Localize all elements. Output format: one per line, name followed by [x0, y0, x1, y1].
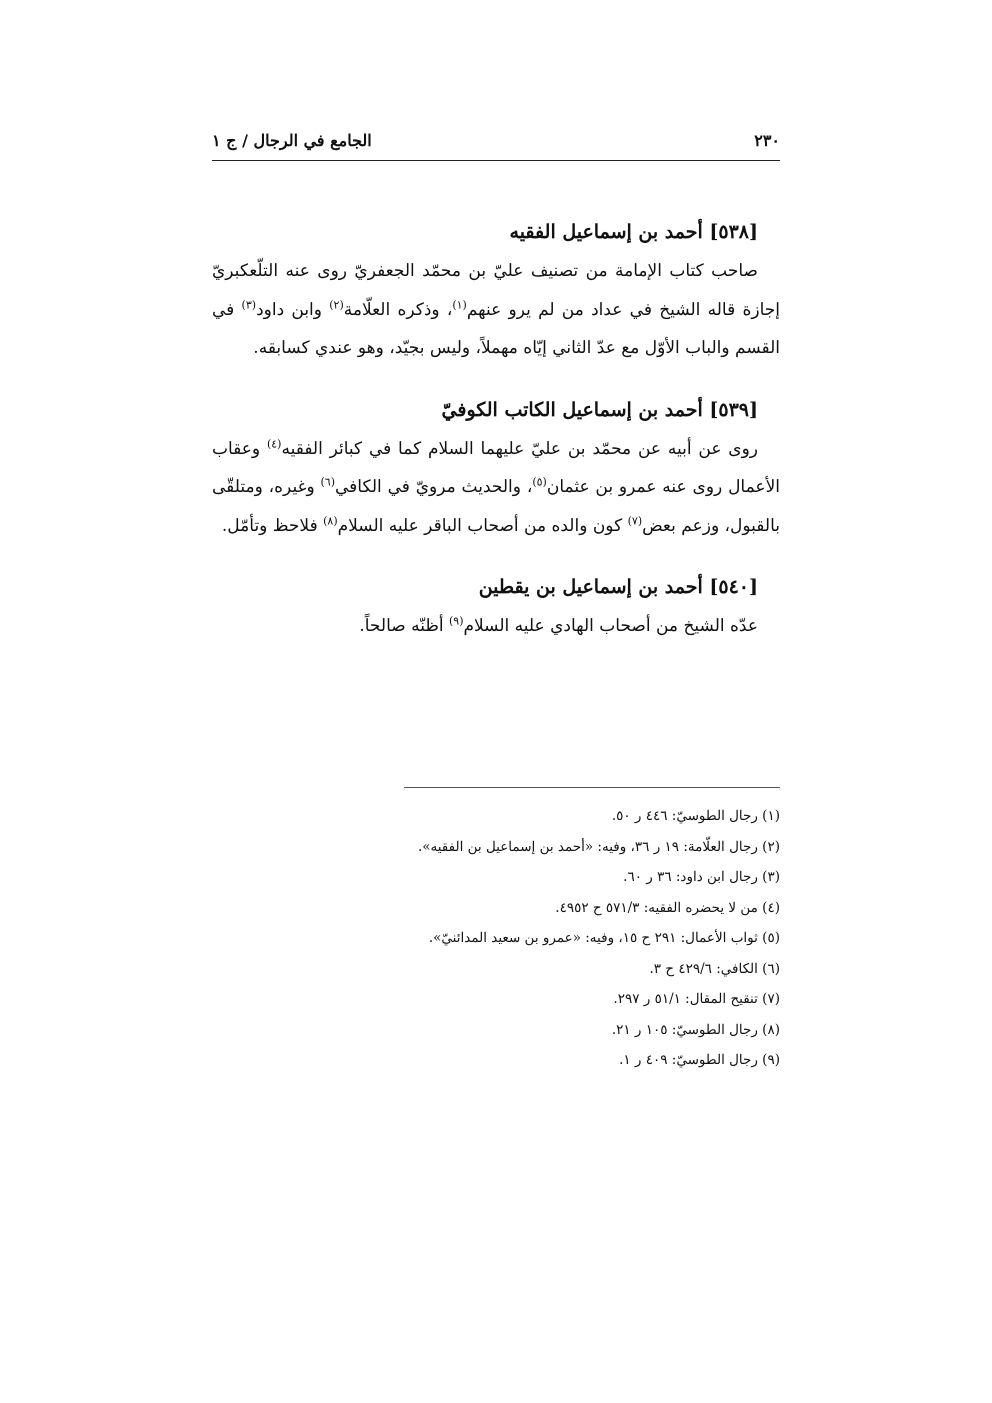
- entry-body: [212, 607, 780, 646]
- body-text: عدّه الشيخ من أصحاب الهادي عليه السلام: [463, 616, 758, 636]
- entry-body: [212, 252, 780, 368]
- footnote-9: (٩) رجال الطوسيّ: ٤٠٩ ر ١.: [619, 1052, 780, 1068]
- header-divider: [212, 160, 780, 161]
- body-text: ، وذكره العلّامة: [343, 299, 453, 320]
- footnote-ref[interactable]: (٤): [266, 436, 282, 450]
- footnotes-list: [212, 801, 780, 1076]
- footnote-6: (٦) الكافي: ٤٢٩/٦ ح ٣.: [649, 960, 780, 977]
- entry-539: [212, 392, 780, 546]
- footnote-4: (٤) من لا يحضره الفقيه: ٥٧١/٣ ح ٤٩٥٢.: [555, 899, 780, 916]
- entry-title: [212, 214, 780, 250]
- book-title: الجامع في الرجال / ج ١: [212, 130, 372, 150]
- footnote-5: (٥) ثواب الأعمال: ٢٩١ ح ١٥، وفيه: «عمرو بن سعيد المدائنيّ».: [428, 930, 780, 946]
- entry-number: [٥٣٨]: [709, 221, 758, 243]
- book-page: [212, 0, 780, 1403]
- footnote-8: (٨) رجال الطوسيّ: ١٠٥ ر ٢١.: [611, 1021, 780, 1038]
- body-text: فلاحظ وتأمّل.: [221, 515, 324, 536]
- footnote-ref[interactable]: (٣): [241, 297, 257, 311]
- body-text: أظنّه صالحاً.: [359, 616, 449, 636]
- entry-number: [٥٤٠]: [709, 576, 758, 598]
- entry-name: أحمد بن إسماعيل بن يقطين: [478, 576, 703, 598]
- entry-name: أحمد بن إسماعيل الكاتب الكوفيّ: [441, 398, 703, 421]
- entry-name: أحمد بن إسماعيل الفقيه: [509, 221, 703, 243]
- footnote-3: (٣) رجال ابن داود: ٣٦ ر ٦٠.: [623, 869, 780, 885]
- footnote-ref[interactable]: (٩): [449, 614, 464, 628]
- entry-538: [212, 214, 780, 368]
- entry-body: [212, 430, 780, 546]
- footnote-1: (١) رجال الطوسيّ: ٤٤٦ ر ٥٠.: [611, 808, 780, 824]
- body-text: ، والحديث مرويّ في الكافي: [335, 477, 533, 497]
- running-header: [212, 126, 780, 154]
- entry-number: [٥٣٩]: [709, 398, 758, 421]
- footnote-2: (٢) رجال العلّامة: ١٩ ر ٣٦، وفيه: «أحمد بن إسماعيل بن الفقيه».: [417, 838, 780, 855]
- footnote-ref[interactable]: (٥): [532, 475, 547, 489]
- body-text: في القسم والباب الأوّل مع عدّ الثاني إيّاه مهملاً، وليس بجيّد، وهو عندي كسابقه.: [212, 299, 780, 358]
- body-text: كون والده من أصحاب الباقر عليه السلام: [337, 515, 628, 536]
- entries-list: [212, 214, 780, 670]
- entry-540: [212, 569, 780, 646]
- footnote-ref[interactable]: (٢): [329, 297, 344, 311]
- footnote-ref[interactable]: (٧): [627, 513, 643, 527]
- body-text: وغيره، ومتلقّى بالقبول، وزعم بعض: [212, 477, 780, 536]
- footnote-ref[interactable]: (٨): [323, 513, 338, 527]
- entry-title: [212, 569, 780, 605]
- body-text: وعقاب الأعمال روى عنه عمرو بن عثمان: [212, 438, 780, 497]
- footnote-divider: [404, 787, 780, 788]
- entry-title: [212, 392, 780, 428]
- footnote-ref[interactable]: (١): [452, 297, 467, 311]
- body-text: روى عن أبيه عن محمّد بن عليّ عليهما السلام كما في كبائر الفقيه: [281, 438, 758, 459]
- footnote-ref[interactable]: (٦): [320, 475, 336, 489]
- footnote-7: (٧) تنقيح المقال: ٥١/١ ر ٢٩٧.: [613, 991, 780, 1007]
- page-number: ٢٣٠: [754, 130, 780, 150]
- body-text: صاحب كتاب الإمامة من تصنيف عليّ بن محمّد الجعفريّ روى عنه التلّعكبريّ إجازة قاله الشيخ في عداد من لم يرو عنهم: [212, 261, 780, 320]
- body-text: وابن داود: [256, 299, 330, 320]
